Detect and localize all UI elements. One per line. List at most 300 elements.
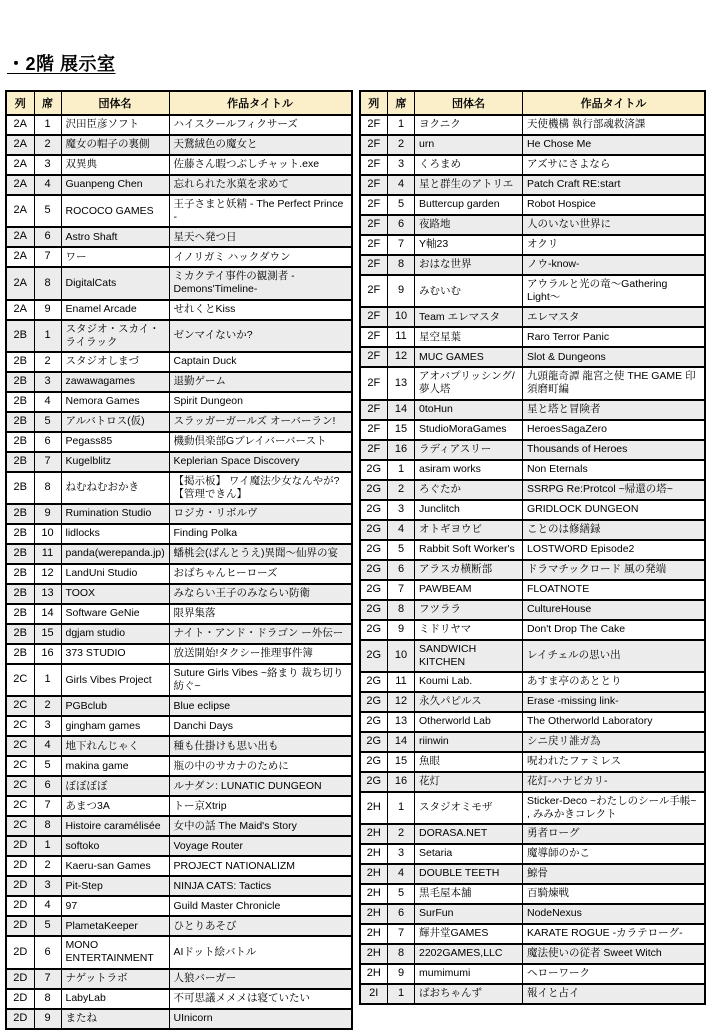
cell-group: Nemora Games xyxy=(61,392,169,412)
cell-title: 限界集落 xyxy=(169,604,352,624)
table-row xyxy=(6,564,352,584)
cell-title: ノウ-know- xyxy=(523,255,706,275)
cell-seat: 5 xyxy=(34,916,61,936)
cell-col: 2G xyxy=(360,460,388,480)
cell-seat: 1 xyxy=(34,320,61,352)
cell-col: 2F xyxy=(360,400,388,420)
cell-title: 瓶の中のサカナのために xyxy=(169,756,352,776)
cell-seat: 9 xyxy=(388,275,415,307)
cell-seat: 2 xyxy=(34,135,61,155)
cell-title: ミカクテイ事件の観測者 -Demons'Timeline- xyxy=(169,267,352,299)
cell-seat: 4 xyxy=(34,175,61,195)
cell-group: Koumi Lab. xyxy=(415,672,523,692)
cell-col: 2H xyxy=(360,884,388,904)
cell-col: 2H xyxy=(360,924,388,944)
cell-col: 2D xyxy=(6,969,34,989)
cell-title: ゼンマイないか? xyxy=(169,320,352,352)
table-row xyxy=(6,969,352,989)
cell-title: Sticker-Deco ~わたしのシール手帳~ , みみかきコレクト xyxy=(523,792,706,824)
cell-seat: 6 xyxy=(34,432,61,452)
table-row xyxy=(360,195,706,215)
cell-title: FLOATNOTE xyxy=(523,580,706,600)
cell-group: Junclitch xyxy=(415,500,523,520)
cell-col: 2H xyxy=(360,792,388,824)
cell-group: 星と群生のアトリエ xyxy=(415,175,523,195)
table-row xyxy=(6,796,352,816)
cell-col: 2F xyxy=(360,175,388,195)
table-row xyxy=(6,135,352,155)
cell-seat: 8 xyxy=(34,816,61,836)
cell-title: ロジカ・リボルヴ xyxy=(169,504,352,524)
cell-col: 2D xyxy=(6,916,34,936)
cell-title: アウラルと光の竜〜Gathering Light〜 xyxy=(523,275,706,307)
table-row xyxy=(6,896,352,916)
table-row xyxy=(360,752,706,772)
table-row xyxy=(6,115,352,135)
cell-group: 星空星葉 xyxy=(415,327,523,347)
table-body-left xyxy=(6,115,352,1029)
cell-col: 2G xyxy=(360,560,388,580)
cell-group: ラディアスリー xyxy=(415,440,523,460)
cell-seat: 15 xyxy=(388,752,415,772)
cell-title: 星天へ発つ日 xyxy=(169,227,352,247)
cell-seat: 7 xyxy=(34,796,61,816)
cell-title: AIドット絵バトル xyxy=(169,936,352,968)
table-row xyxy=(360,904,706,924)
cell-group: 地下れんじゃく xyxy=(61,736,169,756)
cell-col: 2C xyxy=(6,696,34,716)
cell-group: Histoire caramélisée xyxy=(61,816,169,836)
cell-col: 2G xyxy=(360,480,388,500)
cell-seat: 6 xyxy=(34,227,61,247)
cell-seat: 7 xyxy=(388,235,415,255)
cell-seat: 5 xyxy=(388,884,415,904)
cell-title: 魔導師のかこ xyxy=(523,844,706,864)
table-row xyxy=(6,452,352,472)
cell-seat: 8 xyxy=(388,944,415,964)
cell-seat: 7 xyxy=(34,247,61,267)
cell-group: DOUBLE TEETH xyxy=(415,864,523,884)
cell-col: 2F xyxy=(360,215,388,235)
table-row xyxy=(6,372,352,392)
cell-group: ROCOCO GAMES xyxy=(61,195,169,227)
cell-seat: 6 xyxy=(388,215,415,235)
cell-col: 2A xyxy=(6,267,34,299)
cell-group: Y軸23 xyxy=(415,235,523,255)
cell-group: asiram works xyxy=(415,460,523,480)
table-row xyxy=(360,460,706,480)
table-row xyxy=(6,524,352,544)
table-row xyxy=(360,984,706,1004)
cell-group: Team エレマスタ xyxy=(415,307,523,327)
table-row xyxy=(6,227,352,247)
cell-seat: 10 xyxy=(388,640,415,672)
cell-seat: 5 xyxy=(34,195,61,227)
cell-col: 2D xyxy=(6,836,34,856)
cell-seat: 1 xyxy=(388,792,415,824)
table-row xyxy=(6,716,352,736)
table-row xyxy=(360,367,706,399)
cell-group: PlametaKeeper xyxy=(61,916,169,936)
cell-group: softoko xyxy=(61,836,169,856)
table-row xyxy=(6,936,352,968)
cell-group: DigitalCats xyxy=(61,267,169,299)
cell-seat: 7 xyxy=(34,452,61,472)
cell-group: MUC GAMES xyxy=(415,347,523,367)
table-row xyxy=(360,924,706,944)
cell-col: 2H xyxy=(360,964,388,984)
table-row xyxy=(6,175,352,195)
cell-title: Slot & Dungeons xyxy=(523,347,706,367)
cell-title: アズサにさよなら xyxy=(523,155,706,175)
cell-col: 2A xyxy=(6,300,34,320)
cell-group: スタジオ・スカイ・ライラック xyxy=(61,320,169,352)
cell-col: 2B xyxy=(6,452,34,472)
cell-title: 天鵞絨色の魔女と xyxy=(169,135,352,155)
exhibit-table-right xyxy=(359,90,707,1005)
cell-group: アラスカ横断部 xyxy=(415,560,523,580)
cell-seat: 3 xyxy=(34,876,61,896)
table-row xyxy=(360,155,706,175)
table-row xyxy=(6,300,352,320)
table-row xyxy=(360,672,706,692)
cell-seat: 9 xyxy=(34,300,61,320)
cell-group: Pegass85 xyxy=(61,432,169,452)
table-row xyxy=(360,640,706,672)
cell-title: Captain Duck xyxy=(169,352,352,372)
cell-group: panda(werepanda.jp) xyxy=(61,544,169,564)
cell-group: 永久パピルス xyxy=(415,692,523,712)
table-row xyxy=(360,560,706,580)
cell-seat: 8 xyxy=(34,267,61,299)
cell-col: 2F xyxy=(360,420,388,440)
table-row xyxy=(360,692,706,712)
cell-col: 2B xyxy=(6,524,34,544)
cell-group: Guanpeng Chen xyxy=(61,175,169,195)
table-row xyxy=(360,824,706,844)
cell-col: 2G xyxy=(360,520,388,540)
table-row xyxy=(6,472,352,504)
table-body-right xyxy=(360,115,706,1004)
cell-group: 97 xyxy=(61,896,169,916)
table-row xyxy=(6,876,352,896)
cell-seat: 3 xyxy=(388,155,415,175)
cell-col: 2G xyxy=(360,692,388,712)
cell-seat: 9 xyxy=(34,504,61,524)
table-row xyxy=(6,736,352,756)
cell-col: 2G xyxy=(360,640,388,672)
cell-group: ぼぼぼぼ xyxy=(61,776,169,796)
cell-seat: 7 xyxy=(34,969,61,989)
cell-title: 忘れられた氷菓を求めて xyxy=(169,175,352,195)
cell-group: アルバトロス(仮) xyxy=(61,412,169,432)
cell-seat: 14 xyxy=(388,732,415,752)
table-row xyxy=(360,480,706,500)
cell-col: 2F xyxy=(360,235,388,255)
cell-title: 魔法使いの従者 Sweet Witch xyxy=(523,944,706,964)
cell-group: Rumination Studio xyxy=(61,504,169,524)
cell-title: Non Eternals xyxy=(523,460,706,480)
cell-col: 2B xyxy=(6,644,34,664)
cell-group: Girls Vibes Project xyxy=(61,664,169,696)
cell-title: KARATE ROGUE -カラテローグ- xyxy=(523,924,706,944)
table-row xyxy=(360,520,706,540)
table-row xyxy=(360,347,706,367)
cell-col: 2B xyxy=(6,472,34,504)
cell-group: dgjam studio xyxy=(61,624,169,644)
cell-group: gingham games xyxy=(61,716,169,736)
cell-col: 2I xyxy=(360,984,388,1004)
cell-title: NodeNexus xyxy=(523,904,706,924)
cell-title: 退勤ゲーム xyxy=(169,372,352,392)
table-row xyxy=(6,856,352,876)
cell-title: 【掲示板】 ワイ魔法少女なんやが?【管理できん】 xyxy=(169,472,352,504)
cell-title: HeroesSagaZero xyxy=(523,420,706,440)
table-row xyxy=(360,772,706,792)
cell-col: 2B xyxy=(6,352,34,372)
cell-group: おはな世界 xyxy=(415,255,523,275)
cell-group: riinwin xyxy=(415,732,523,752)
cell-col: 2B xyxy=(6,584,34,604)
cell-title: ひとりあそび xyxy=(169,916,352,936)
cell-seat: 13 xyxy=(388,712,415,732)
cell-seat: 2 xyxy=(34,696,61,716)
cell-seat: 2 xyxy=(388,480,415,500)
cell-title: He Chose Me xyxy=(523,135,706,155)
cell-seat: 8 xyxy=(34,989,61,1009)
table-row xyxy=(6,584,352,604)
cell-title: シニ戻リ誰ガ為 xyxy=(523,732,706,752)
cell-seat: 9 xyxy=(34,1009,61,1029)
table-row xyxy=(360,400,706,420)
table-row xyxy=(360,884,706,904)
cell-col: 2A xyxy=(6,247,34,267)
cell-group: 魔女の帽子の裏側 xyxy=(61,135,169,155)
cell-seat: 11 xyxy=(388,327,415,347)
cell-col: 2F xyxy=(360,347,388,367)
cell-group: 双異典 xyxy=(61,155,169,175)
cell-title: 報イと占イ xyxy=(523,984,706,1004)
cell-seat: 10 xyxy=(388,307,415,327)
cell-group: StudioMoraGames xyxy=(415,420,523,440)
cell-group: オトギヨウビ xyxy=(415,520,523,540)
cell-group: みむいむ xyxy=(415,275,523,307)
table-row xyxy=(360,620,706,640)
table-row xyxy=(6,267,352,299)
cell-col: 2G xyxy=(360,540,388,560)
column-header-seat: 席 xyxy=(34,91,61,115)
page-title: ・2階 展示室 xyxy=(7,54,116,74)
cell-title: レイチェルの思い出 xyxy=(523,640,706,672)
cell-title: Suture Girls Vibes ~絡まり 裁ち切り 紡ぐ~ xyxy=(169,664,352,696)
cell-title: The Otherworld Laboratory xyxy=(523,712,706,732)
cell-group: urn xyxy=(415,135,523,155)
cell-col: 2H xyxy=(360,824,388,844)
cell-group: 輝井堂GAMES xyxy=(415,924,523,944)
cell-title: ハイスクールフィクサーズ xyxy=(169,115,352,135)
cell-group: Kugelblitz xyxy=(61,452,169,472)
column-header-title: 作品タイトル xyxy=(523,91,706,115)
cell-group: makina game xyxy=(61,756,169,776)
cell-seat: 5 xyxy=(388,540,415,560)
cell-seat: 6 xyxy=(34,936,61,968)
cell-title: 勇者ローグ xyxy=(523,824,706,844)
cell-title: スラッガーガールズ オーバーラン! xyxy=(169,412,352,432)
cell-col: 2C xyxy=(6,756,34,776)
cell-title: エレマスタ xyxy=(523,307,706,327)
cell-group: Rabbit Soft Worker's xyxy=(415,540,523,560)
cell-seat: 4 xyxy=(388,175,415,195)
cell-group: 花灯 xyxy=(415,772,523,792)
cell-title: GRIDLOCK DUNGEON xyxy=(523,500,706,520)
cell-title: 花灯-ハナビカリ- xyxy=(523,772,706,792)
cell-group: スタジオミモザ xyxy=(415,792,523,824)
cell-group: 373 STUDIO xyxy=(61,644,169,664)
cell-seat: 13 xyxy=(388,367,415,399)
table-row xyxy=(6,432,352,452)
cell-group: 2202GAMES,LLC xyxy=(415,944,523,964)
tables-container xyxy=(5,90,706,1030)
cell-title: LOSTWORD Episode2 xyxy=(523,540,706,560)
cell-seat: 5 xyxy=(34,412,61,432)
cell-seat: 2 xyxy=(388,135,415,155)
cell-col: 2F xyxy=(360,327,388,347)
cell-group: Kaeru-san Games xyxy=(61,856,169,876)
cell-title: PROJECT NATIONALIZM xyxy=(169,856,352,876)
cell-col: 2C xyxy=(6,664,34,696)
header-row xyxy=(360,91,706,115)
cell-col: 2C xyxy=(6,776,34,796)
cell-col: 2A xyxy=(6,155,34,175)
cell-group: ばおちゃんず xyxy=(415,984,523,1004)
table-row xyxy=(360,215,706,235)
cell-group: Software GeNie xyxy=(61,604,169,624)
cell-col: 2G xyxy=(360,672,388,692)
cell-seat: 14 xyxy=(34,604,61,624)
cell-title: 放送開始!タクシー推理事件簿 xyxy=(169,644,352,664)
cell-col: 2A xyxy=(6,227,34,247)
cell-group: DORASA.NET xyxy=(415,824,523,844)
cell-seat: 1 xyxy=(34,836,61,856)
cell-title: Guild Master Chronicle xyxy=(169,896,352,916)
cell-col: 2G xyxy=(360,580,388,600)
cell-seat: 2 xyxy=(34,352,61,372)
cell-group: Astro Shaft xyxy=(61,227,169,247)
cell-group: TOOX xyxy=(61,584,169,604)
cell-seat: 8 xyxy=(34,472,61,504)
cell-seat: 1 xyxy=(388,460,415,480)
table-row xyxy=(6,544,352,564)
cell-seat: 11 xyxy=(34,544,61,564)
cell-title: SSRPG Re:Protcol ~帰還の塔~ xyxy=(523,480,706,500)
cell-title: みならい王子のみならい防衛 xyxy=(169,584,352,604)
column-header-group: 団体名 xyxy=(415,91,523,115)
cell-group: 魚眼 xyxy=(415,752,523,772)
cell-col: 2D xyxy=(6,1009,34,1029)
cell-col: 2D xyxy=(6,989,34,1009)
cell-title: Don't Drop The Cake xyxy=(523,620,706,640)
cell-title: 王子さまと妖精 - The Perfect Prince - xyxy=(169,195,352,227)
cell-title: 女中の話 The Maid's Story xyxy=(169,816,352,836)
cell-group: ミドリヤマ xyxy=(415,620,523,640)
cell-col: 2B xyxy=(6,564,34,584)
cell-seat: 6 xyxy=(388,904,415,924)
cell-col: 2H xyxy=(360,844,388,864)
cell-title: せれくとKiss xyxy=(169,300,352,320)
table-row xyxy=(360,844,706,864)
table-row xyxy=(6,155,352,175)
table-row xyxy=(6,320,352,352)
table-row xyxy=(6,816,352,836)
table-row xyxy=(6,696,352,716)
cell-group: 夜路地 xyxy=(415,215,523,235)
cell-title: 種も仕掛けも思い出も xyxy=(169,736,352,756)
table-row xyxy=(360,135,706,155)
cell-title: Erase -missing link- xyxy=(523,692,706,712)
cell-seat: 16 xyxy=(388,440,415,460)
cell-seat: 16 xyxy=(34,644,61,664)
cell-seat: 4 xyxy=(388,520,415,540)
cell-group: ヨクニク xyxy=(415,115,523,135)
cell-title: 佐藤さん暇つぶしチャット.exe xyxy=(169,155,352,175)
table-row xyxy=(360,500,706,520)
table-row xyxy=(360,732,706,752)
cell-col: 2B xyxy=(6,320,34,352)
cell-col: 2F xyxy=(360,135,388,155)
cell-seat: 8 xyxy=(388,255,415,275)
table-row xyxy=(6,1009,352,1029)
cell-seat: 4 xyxy=(388,864,415,884)
cell-col: 2C xyxy=(6,716,34,736)
cell-title: CultureHouse xyxy=(523,600,706,620)
cell-seat: 10 xyxy=(34,524,61,544)
cell-col: 2D xyxy=(6,896,34,916)
table-row xyxy=(6,412,352,432)
cell-seat: 9 xyxy=(388,964,415,984)
cell-col: 2C xyxy=(6,796,34,816)
cell-seat: 3 xyxy=(388,500,415,520)
cell-seat: 3 xyxy=(34,716,61,736)
cell-col: 2F xyxy=(360,307,388,327)
cell-title: Patch Craft RE:start xyxy=(523,175,706,195)
cell-title: トー京Xtrip xyxy=(169,796,352,816)
table-row xyxy=(360,307,706,327)
table-row xyxy=(360,964,706,984)
table-row xyxy=(6,352,352,372)
cell-title: Raro Terror Panic xyxy=(523,327,706,347)
table-row xyxy=(360,540,706,560)
cell-title: オクリ xyxy=(523,235,706,255)
cell-title: ことのは修繕録 xyxy=(523,520,706,540)
cell-seat: 5 xyxy=(34,756,61,776)
cell-col: 2G xyxy=(360,752,388,772)
cell-col: 2B xyxy=(6,392,34,412)
table-row xyxy=(6,989,352,1009)
cell-group: ナゲットラボ xyxy=(61,969,169,989)
cell-title: おばちゃんヒーローズ xyxy=(169,564,352,584)
table-row xyxy=(6,776,352,796)
table-row xyxy=(360,420,706,440)
cell-seat: 4 xyxy=(34,392,61,412)
table-row xyxy=(6,664,352,696)
cell-title: 蟠桃会(ばんとうえ)異聞〜仙界の宴 xyxy=(169,544,352,564)
table-row xyxy=(6,644,352,664)
cell-group: くろまめ xyxy=(415,155,523,175)
cell-group: Enamel Arcade xyxy=(61,300,169,320)
cell-group: スタジオしまづ xyxy=(61,352,169,372)
cell-seat: 7 xyxy=(388,580,415,600)
exhibit-table-left xyxy=(5,90,353,1030)
